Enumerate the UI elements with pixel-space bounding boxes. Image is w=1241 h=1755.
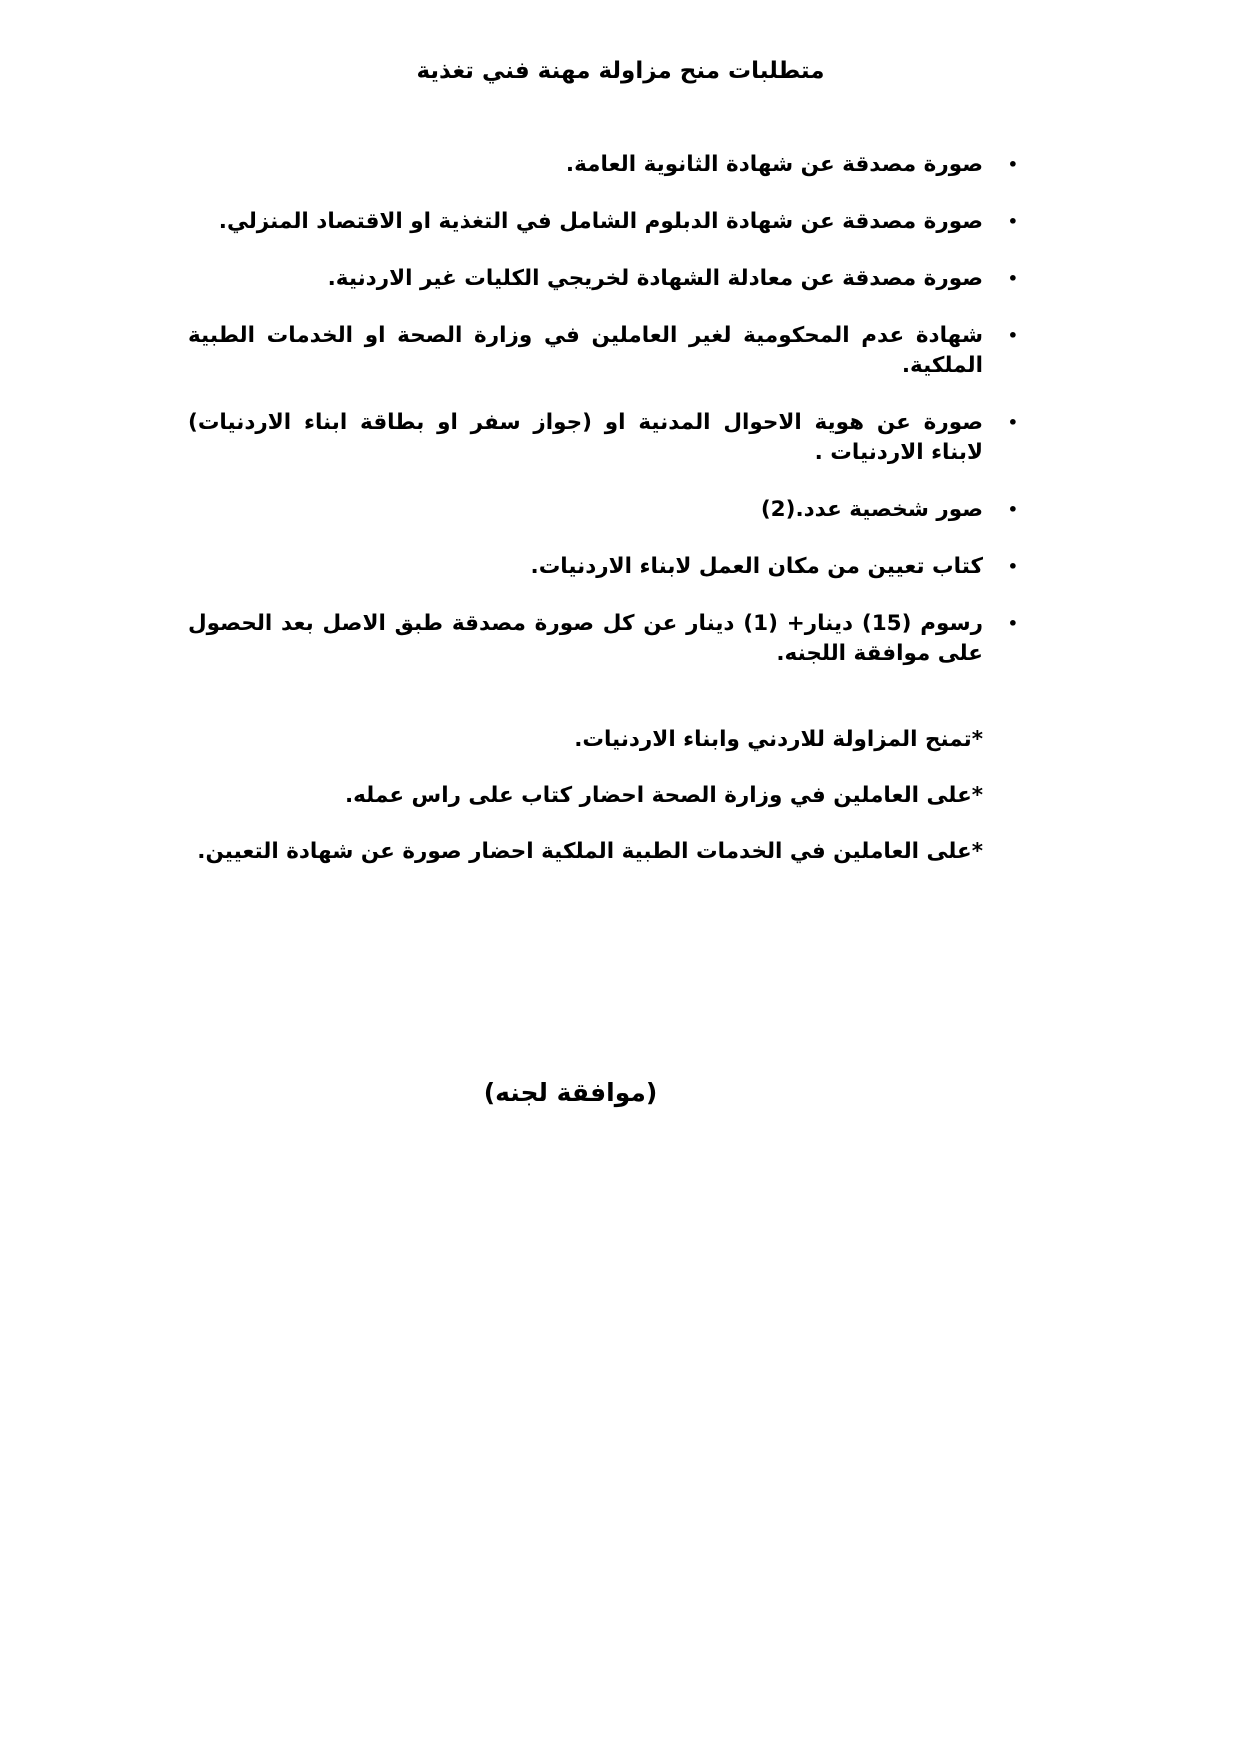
list-item <box>188 207 1018 237</box>
committee-approval: (موافقة لجنه) <box>483 1078 658 1107</box>
bullet-icon: • <box>1007 212 1018 231</box>
list-item <box>188 495 1018 525</box>
list-item-text: صور شخصية عدد.(2) <box>760 497 983 522</box>
bullet-icon: • <box>1007 269 1018 288</box>
bullet-icon: • <box>1007 413 1018 432</box>
note-line: *تمنح المزاولة للاردني وابناء الاردنيات. <box>574 727 983 752</box>
list-item <box>188 552 1018 582</box>
list-item <box>188 321 1018 381</box>
list-item-text: صورة مصدقة عن شهادة الثانوية العامة. <box>565 152 983 177</box>
list-item-text: صورة عن هوية الاحوال المدنية او (جواز سفر او بطاقة ابناء الاردنيات) لابناء الاردنيات . <box>188 410 983 465</box>
list-item-text: صورة مصدقة عن معادلة الشهادة لخريجي الكليات غير الاردنية. <box>327 266 983 291</box>
note-line: *على العاملين في وزارة الصحة احضار كتاب على راس عمله. <box>344 783 983 808</box>
requirements-list <box>188 150 1018 696</box>
bullet-icon: • <box>1007 326 1018 345</box>
list-item-text: صورة مصدقة عن شهادة الدبلوم الشامل في التغذية او الاقتصاد المنزلي. <box>218 209 983 234</box>
bullet-icon: • <box>1007 155 1018 174</box>
bullet-icon: • <box>1007 500 1018 519</box>
list-item <box>188 150 1018 180</box>
document-title: متطلبات منح مزاولة مهنة فني تغذية <box>416 58 825 84</box>
list-item <box>188 609 1018 669</box>
note-line: *على العاملين في الخدمات الطبية الملكية احضار صورة عن شهادة التعيين. <box>197 839 983 864</box>
bullet-icon: • <box>1007 557 1018 576</box>
list-item <box>188 264 1018 294</box>
bullet-icon: • <box>1007 614 1018 633</box>
list-item-text: كتاب تعيين من مكان العمل لابناء الاردنيات. <box>530 554 983 579</box>
list-item <box>188 408 1018 468</box>
list-item-text: رسوم (15) دينار+ (1) دينار عن كل صورة مصدقة طبق الاصل بعد الحصول على موافقة اللجنه. <box>188 611 983 666</box>
list-item-text: شهادة عدم المحكومية لغير العاملين في وزارة الصحة او الخدمات الطبية الملكية. <box>188 323 983 378</box>
notes-section <box>188 725 983 893</box>
